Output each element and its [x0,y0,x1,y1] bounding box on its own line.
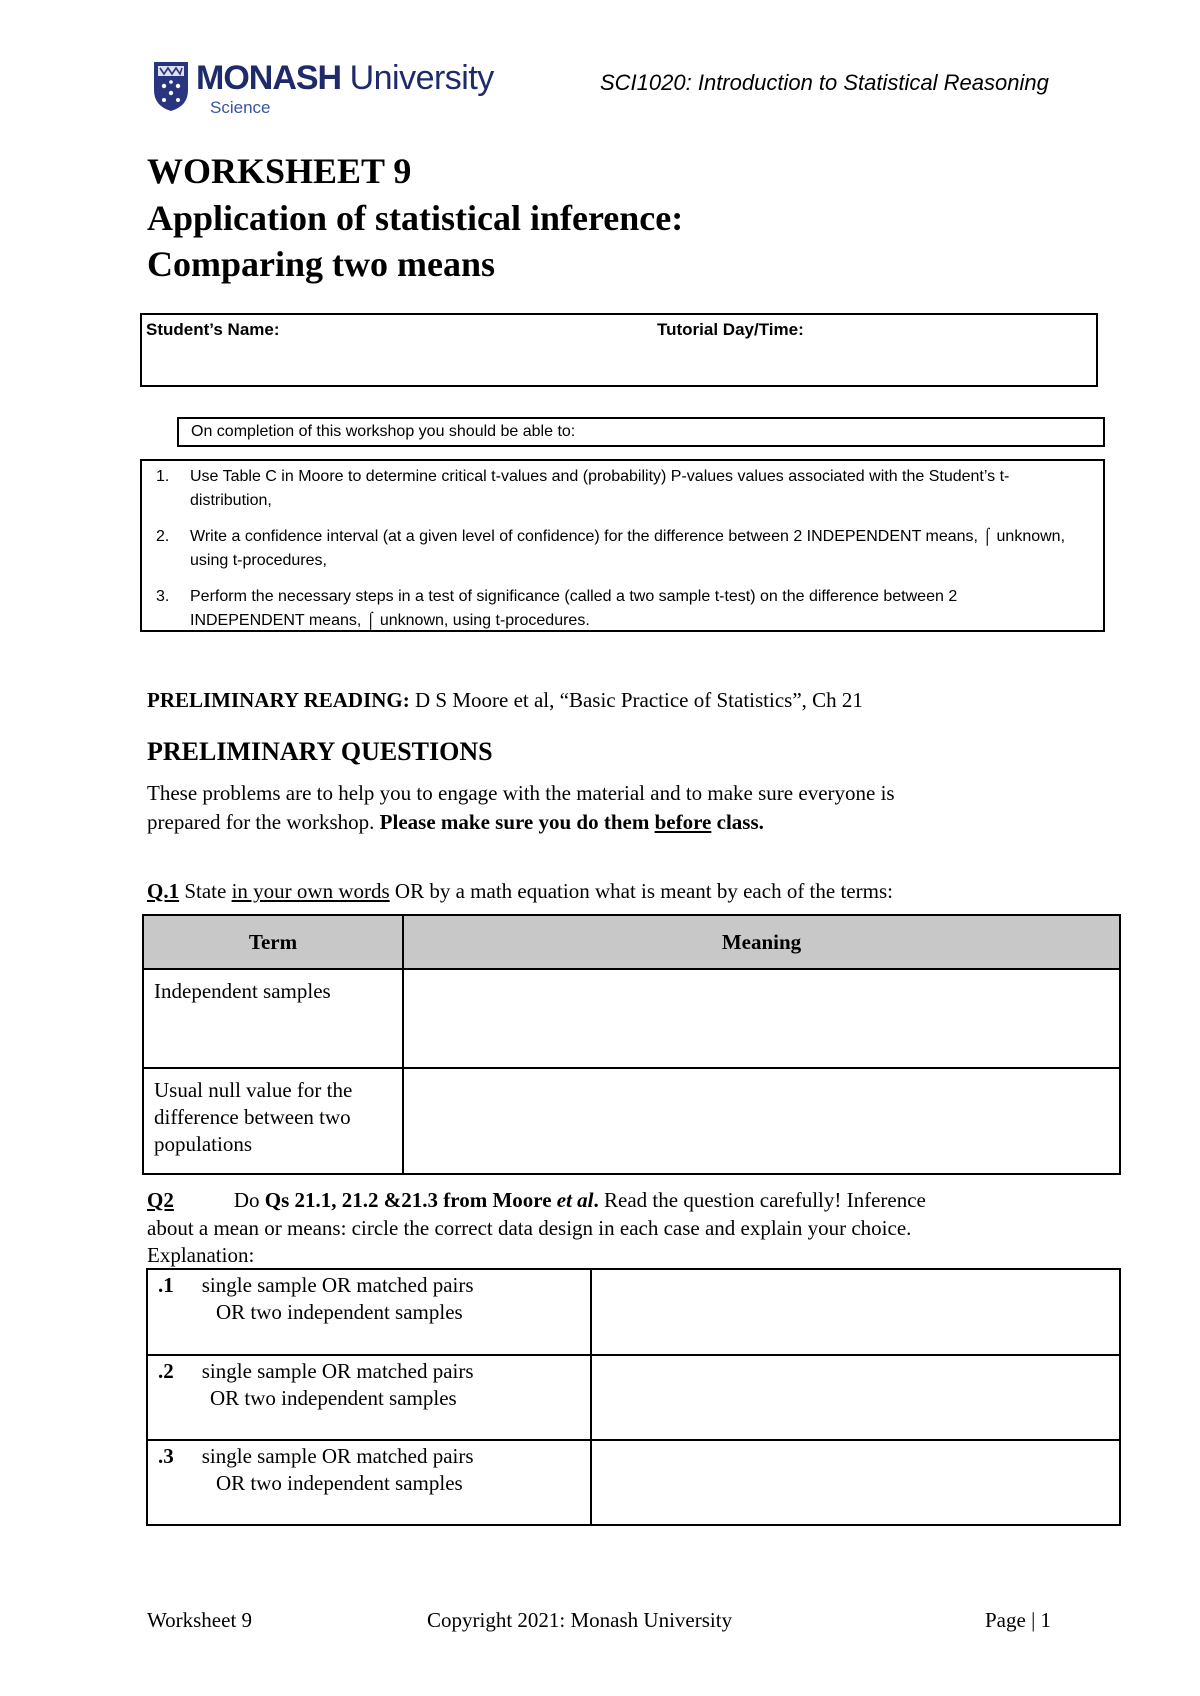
meaning-answer-cell[interactable] [403,1068,1120,1174]
course-title: SCI1020: Introduction to Statistical Reasoning [600,70,1049,95]
outcome-item: 3. Perform the necessary steps in a test of significance (called a two sample t-test) on the difference between 2 INDEPENDENT means, ⌠ unknown, using t-procedures. [156,588,958,629]
footer-copyright: Copyright 2021: Monash University [427,1608,733,1632]
meaning-answer-cell[interactable] [403,969,1120,1068]
explanation-answer-cell[interactable] [591,1440,1120,1525]
header-meaning: Meaning [403,915,1120,969]
explanation-answer-cell[interactable] [591,1355,1120,1440]
learning-outcomes-list [140,459,1105,632]
q2-explanation-label: Explanation: [147,1243,255,1267]
logo-faculty: Science [210,98,271,117]
student-info-box[interactable] [140,313,1098,387]
prelim-intro-line1: These problems are to help you to engage with the material and to make sure everyone is [147,781,895,805]
monash-logo [152,58,512,128]
monash-crest-icon [152,60,190,112]
prelim-intro-line2: prepared for the workshop. Please make sure you do them before class. [147,810,764,834]
q1-prompt: Q.1 State in your own words OR by a math equation what is meant by each of the terms: [147,879,893,903]
footer-page-number: Page | 1 [985,1608,1052,1632]
table-row [147,1269,1120,1355]
worksheet-topic: Application of statistical inference: [147,198,684,238]
table-row [147,1440,1120,1525]
design-options-cell[interactable]: .2 single sample OR matched pairs OR two independent samples [147,1355,591,1440]
student-name-label: Student’s Name: [146,320,280,339]
learning-outcomes-heading: On completion of this workshop you should be able to: [177,417,1105,447]
header-term: Term [143,915,403,969]
data-design-table [146,1268,1121,1526]
table-row [147,1355,1120,1440]
preliminary-questions-heading: PRELIMINARY QUESTIONS [147,737,493,766]
table-row [143,969,1120,1068]
worksheet-number: WORKSHEET 9 [147,151,412,191]
q1-label: Q.1 [147,879,180,903]
explanation-answer-cell[interactable] [591,1269,1120,1355]
q2-prompt-line2: about a mean or means: circle the correct data design in each case and explain your choice. [147,1216,912,1240]
footer-worksheet: Worksheet 9 [147,1608,253,1632]
q2-prompt: Q2 Do Qs 21.1, 21.2 &21.3 from Moore et al. Read the question carefully! Inference [147,1188,926,1212]
design-options-cell[interactable]: .1 single sample OR matched pairs OR two independent samples [147,1269,591,1355]
term-cell: Independent samples [143,969,403,1068]
terms-table [142,914,1121,1175]
term-cell: Usual null value for the difference between two populations [143,1068,403,1174]
outcome-item: 2. Write a confidence interval (at a given level of confidence) for the difference between 2 INDEPENDENT means, ⌠ unknown, using t-procedures, [156,528,1066,569]
logo-wordmark: MONASH University [196,59,494,97]
outcome-item: 1. Use Table C in Moore to determine critical t-values and (probability) P-values values associated with the Student’s t-distribution, [156,468,1010,509]
tutorial-time-label: Tutorial Day/Time: [657,320,804,339]
design-options-cell[interactable]: .3 single sample OR matched pairs OR two independent samples [147,1440,591,1525]
q2-label: Q2 [147,1188,174,1212]
worksheet-subtopic: Comparing two means [147,244,495,284]
preliminary-reading: PRELIMINARY READING: D S Moore et al, “Basic Practice of Statistics”, Ch 21 [147,688,863,712]
table-row [143,1068,1120,1174]
